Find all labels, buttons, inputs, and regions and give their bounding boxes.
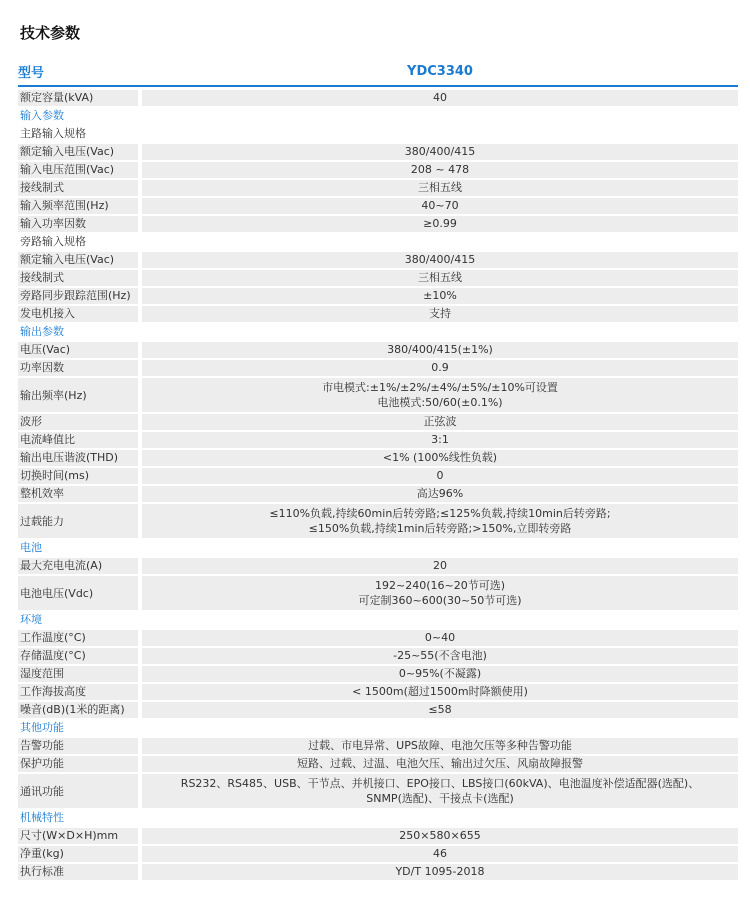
spec-label: 工作海拔高度 xyxy=(18,684,138,700)
spec-value xyxy=(142,558,738,574)
spec-row xyxy=(18,558,738,574)
spec-value-line: < 1500m(超过1500m时降额使用) xyxy=(352,685,528,698)
spec-value-line: 支持 xyxy=(429,307,451,320)
spec-label: 整机效率 xyxy=(18,486,138,502)
spec-value xyxy=(142,648,738,664)
spec-row xyxy=(18,198,738,214)
spec-row xyxy=(18,864,738,880)
section-heading: 环境 xyxy=(20,613,42,626)
spec-row xyxy=(18,504,738,538)
spec-value-line: ≤110%负载,持续60min后转旁路;≤125%负载,持续10min后转旁路; xyxy=(269,507,611,520)
spec-row xyxy=(18,666,738,682)
spec-label: 接线制式 xyxy=(18,270,138,286)
spec-row xyxy=(18,738,738,754)
spec-row xyxy=(18,144,738,160)
spec-label: 额定输入电压(Vac) xyxy=(18,252,138,268)
spec-row xyxy=(18,90,738,106)
spec-row xyxy=(18,774,738,808)
spec-value xyxy=(142,864,738,880)
model-header-value: YDC3340 xyxy=(407,64,473,79)
section-heading: 电池 xyxy=(20,541,42,554)
spec-value xyxy=(142,846,738,862)
spec-value-line: 可定制360~600(30~50节可选) xyxy=(358,594,522,607)
spec-value-line: -25~55(不含电池) xyxy=(393,649,487,662)
spec-value-line: 208 ~ 478 xyxy=(410,163,470,176)
spec-rows xyxy=(18,90,738,880)
spec-value xyxy=(142,180,738,196)
spec-row xyxy=(18,180,738,196)
spec-label: 电流峰值比 xyxy=(18,432,138,448)
spec-value-line: ≤150%负载,持续1min后转旁路;>150%,立即转旁路 xyxy=(308,522,572,535)
spec-label: 过载能力 xyxy=(18,504,138,538)
spec-row xyxy=(18,378,738,412)
spec-value xyxy=(142,756,738,772)
spec-row xyxy=(18,162,738,178)
spec-value-line: 40~70 xyxy=(421,199,459,212)
spec-row xyxy=(18,630,738,646)
spec-value xyxy=(142,216,738,232)
spec-label: 旁路同步跟踪范围(Hz) xyxy=(18,288,138,304)
spec-row xyxy=(18,414,738,430)
spec-value xyxy=(142,342,738,358)
spec-value-line: 3:1 xyxy=(431,433,449,446)
spec-table xyxy=(18,58,738,882)
spec-value xyxy=(142,306,738,322)
spec-label: 存储温度(°C) xyxy=(18,648,138,664)
spec-value-line: RS232、RS485、USB、干节点、并机接口、EPO接口、LBS接口(60kVA)、电池温度补偿适配器(选配)、 xyxy=(180,777,700,790)
spec-label: 输入功率因数 xyxy=(18,216,138,232)
spec-row xyxy=(18,756,738,772)
spec-value xyxy=(142,486,738,502)
spec-value-line: 正弦波 xyxy=(423,415,457,428)
spec-value xyxy=(142,774,738,808)
spec-value-line: 40 xyxy=(433,91,447,104)
spec-value-line: 20 xyxy=(433,559,447,572)
spec-row xyxy=(18,360,738,376)
spec-row xyxy=(18,702,738,718)
spec-value xyxy=(142,378,738,412)
spec-value-line: 192~240(16~20节可选) xyxy=(374,579,505,592)
spec-value xyxy=(142,576,738,610)
spec-value xyxy=(142,504,738,538)
subsection-heading: 主路输入规格 xyxy=(20,127,86,140)
spec-label: 保护功能 xyxy=(18,756,138,772)
spec-value-line: 过载、市电异常、UPS故障、电池欠压等多种告警功能 xyxy=(308,739,572,752)
spec-label: 最大充电电流(A) xyxy=(18,558,138,574)
spec-row xyxy=(18,486,738,502)
spec-value-line: 250×580×655 xyxy=(399,829,481,842)
subsection-heading: 旁路输入规格 xyxy=(20,235,86,248)
spec-value xyxy=(142,468,738,484)
spec-value xyxy=(142,450,738,466)
spec-row xyxy=(18,468,738,484)
spec-label: 工作温度(°C) xyxy=(18,630,138,646)
spec-row xyxy=(18,342,738,358)
spec-label: 执行标准 xyxy=(18,864,138,880)
spec-value xyxy=(142,414,738,430)
spec-label: 电池电压(Vdc) xyxy=(18,576,138,610)
spec-row xyxy=(18,684,738,700)
spec-label: 输出频率(Hz) xyxy=(18,378,138,412)
spec-value-line: ≤58 xyxy=(428,703,452,716)
spec-value xyxy=(142,270,738,286)
spec-row xyxy=(18,828,738,844)
spec-value-line: 380/400/415 xyxy=(404,253,476,266)
spec-value xyxy=(142,162,738,178)
spec-value-line: 0.9 xyxy=(431,361,449,374)
spec-label: 切换时间(ms) xyxy=(18,468,138,484)
spec-value-line: 0 xyxy=(436,469,444,482)
spec-label: 波形 xyxy=(18,414,138,430)
section-heading: 机械特性 xyxy=(20,811,64,824)
spec-value-line: 三相五线 xyxy=(418,271,462,284)
spec-label: 尺寸(W×D×H)mm xyxy=(18,828,138,844)
spec-value xyxy=(142,432,738,448)
section-heading: 其他功能 xyxy=(20,721,64,734)
spec-label: 发电机接入 xyxy=(18,306,138,322)
spec-value xyxy=(142,252,738,268)
spec-value xyxy=(142,684,738,700)
spec-value-line: 0~95%(不凝露) xyxy=(398,667,482,680)
spec-value-line: 0~40 xyxy=(424,631,456,644)
spec-label: 额定输入电压(Vac) xyxy=(18,144,138,160)
spec-label: 电压(Vac) xyxy=(18,342,138,358)
spec-value-line: YD/T 1095-2018 xyxy=(395,865,485,878)
spec-label: 净重(kg) xyxy=(18,846,138,862)
spec-value xyxy=(142,198,738,214)
spec-label: 输出电压谐波(THD) xyxy=(18,450,138,466)
spec-value-line: 市电模式:±1%/±2%/±4%/±5%/±10%可设置 xyxy=(322,381,558,394)
spec-row xyxy=(18,288,738,304)
section-heading: 输入参数 xyxy=(20,109,64,122)
spec-value-line: 高达96% xyxy=(416,487,464,500)
spec-row xyxy=(18,216,738,232)
spec-row xyxy=(18,432,738,448)
spec-row xyxy=(18,450,738,466)
spec-label: 接线制式 xyxy=(18,180,138,196)
spec-value-line: 电池模式:50/60(±0.1%) xyxy=(377,396,503,409)
spec-label: 功率因数 xyxy=(18,360,138,376)
spec-label: 噪音(dB)(1米的距离) xyxy=(18,702,138,718)
spec-value-line: 380/400/415(±1%) xyxy=(387,343,493,356)
spec-value-line: <1% (100%线性负载) xyxy=(382,451,498,464)
spec-row xyxy=(18,648,738,664)
spec-value xyxy=(142,360,738,376)
model-header-label: 型号 xyxy=(18,66,45,81)
page-title: 技术参数 xyxy=(20,24,81,42)
spec-row xyxy=(18,252,738,268)
spec-value xyxy=(142,144,738,160)
spec-value xyxy=(142,630,738,646)
spec-value xyxy=(142,666,738,682)
spec-row xyxy=(18,846,738,862)
spec-value xyxy=(142,828,738,844)
spec-label: 告警功能 xyxy=(18,738,138,754)
spec-row xyxy=(18,270,738,286)
spec-value-line: ≥0.99 xyxy=(423,217,457,230)
spec-label: 湿度范围 xyxy=(18,666,138,682)
spec-row xyxy=(18,576,738,610)
spec-value xyxy=(142,288,738,304)
spec-value-line: 短路、过载、过温、电池欠压、输出过欠压、风扇故障报警 xyxy=(297,757,583,770)
table-header xyxy=(18,58,738,87)
spec-label: 通讯功能 xyxy=(18,774,138,808)
spec-value-line: 三相五线 xyxy=(418,181,462,194)
spec-value-line: SNMP(选配)、干接点卡(选配) xyxy=(366,792,514,805)
spec-row xyxy=(18,306,738,322)
spec-value xyxy=(142,90,738,106)
spec-value-line: 380/400/415 xyxy=(404,145,476,158)
spec-value-line: 46 xyxy=(433,847,447,860)
spec-value xyxy=(142,738,738,754)
spec-value xyxy=(142,702,738,718)
spec-label: 输入频率范围(Hz) xyxy=(18,198,138,214)
section-heading: 输出参数 xyxy=(20,325,64,338)
spec-label: 输入电压范围(Vac) xyxy=(18,162,138,178)
spec-label: 额定容量(kVA) xyxy=(18,90,138,106)
spec-value-line: ±10% xyxy=(423,289,457,302)
